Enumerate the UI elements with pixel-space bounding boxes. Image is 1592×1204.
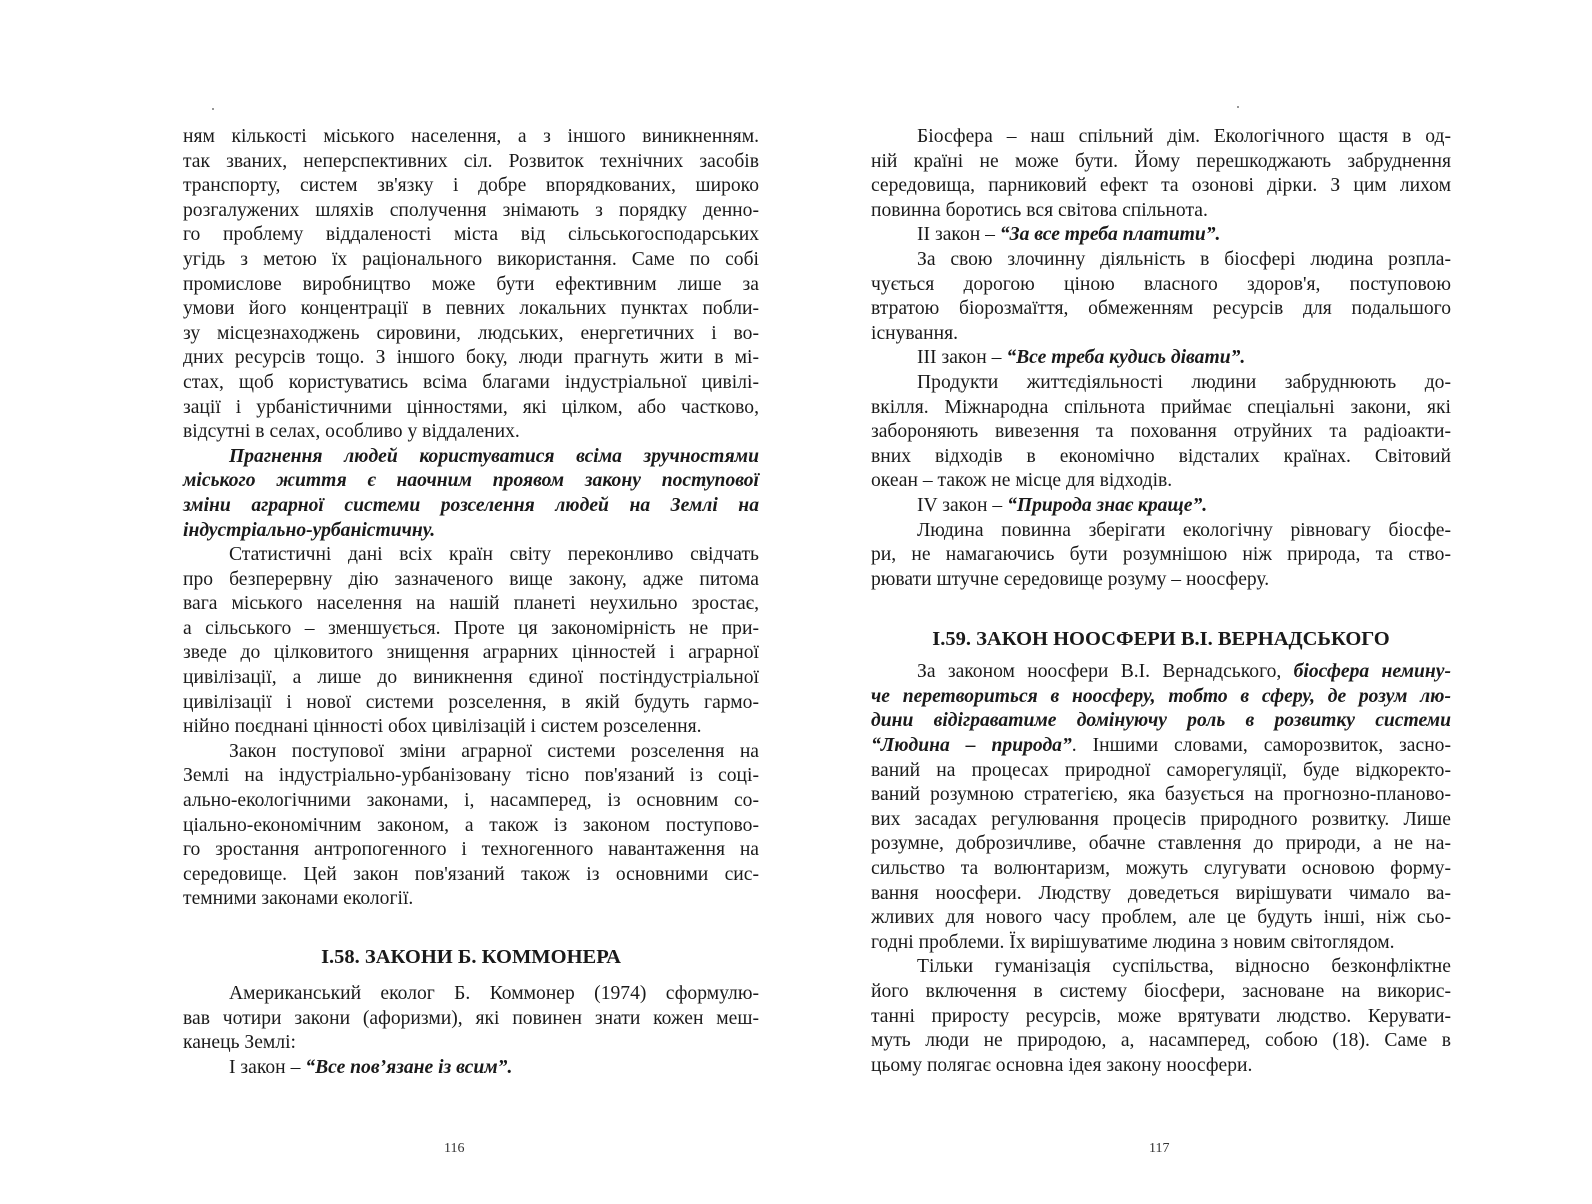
text-line: втратою біорозмаїття, обмеженням ресурсів для подальшого (871, 298, 1451, 320)
left-page-number: 116 (444, 1141, 465, 1156)
text-line: Тільки гуманізація суспільства, відносно безконфліктне (917, 956, 1451, 978)
text-line: умови його концентрації в певних локальних пунктах побли- (183, 298, 759, 320)
law-line (871, 494, 1451, 519)
law-line (183, 1056, 759, 1081)
emphasis-line: зміни аграрної системи розселення людей на Землі на (183, 494, 759, 516)
emphasis-text: дини відіграватиме домінуючу роль в розвитку системи (871, 710, 1451, 732)
text-line: цивілізації, а лише до виникнення єдиної постіндустріальної (183, 667, 759, 689)
law-quote: “Все треба кудись дівати”. (1006, 347, 1246, 369)
law-prefix: ІІІ закон – (917, 347, 1007, 369)
text-line (871, 882, 1451, 907)
text-line: вага міського населення на нашій планеті неухильно зростає, (183, 593, 759, 615)
body-text: . Іншими словами, саморозвиток, засно- (1071, 735, 1451, 757)
right-page-text-column (871, 125, 1451, 1078)
section-gap (183, 912, 759, 942)
text-line: Землі на індустріально-урбанізовану тісно пов'язаний із соці- (183, 765, 759, 787)
text-line: середовище. Цей закон пов'язаний також із основними сис- (183, 863, 759, 885)
text-line: Біосфера – наш спільний дім. Екологічного щастя в од- (917, 126, 1451, 147)
text-line: чується дорогою ціною власного здоров'я, поступовою (871, 273, 1451, 295)
text-line: Людина повинна зберігати екологічну рівновагу біосфе- (917, 519, 1451, 541)
body-text: ваний розумною стратегією, яка базується на прогнозно-планово- (871, 784, 1451, 806)
text-line (871, 906, 1451, 931)
text-line: го зростання антропогенного і техногенного навантаження на (183, 839, 759, 861)
text-line: зації і урбаністичними цінностями, які цілком, або частково, (183, 396, 759, 418)
text-line (871, 783, 1451, 808)
text-line (871, 660, 1451, 685)
text-line: ри, не намагаючись бути розумнішою ніж природа, та ство- (871, 544, 1451, 566)
text-line: цивілізації і нової системи розселення, в якій будуть гармо- (183, 691, 759, 713)
text-line: транспорту, систем зв'язку і добре впорядкованих, широко (183, 175, 759, 197)
section-gap (871, 592, 1451, 624)
text-line: темними законами екології. (183, 888, 414, 910)
text-line: Закон поступової зміни аграрної системи розселення на (229, 740, 759, 762)
text-line: ціально-економічним законом, а також із законом поступово- (183, 814, 759, 836)
body-text: За законом ноосфери В.І. Вернадського, (917, 661, 1294, 683)
emphasis-text: “Людина – природа” (871, 735, 1072, 757)
law-quote: “Все пов’язане із всим”. (305, 1056, 513, 1078)
text-line: го проблему віддаленості міста від сільськогосподарських (183, 224, 759, 246)
text-line: дних ресурсів тощо. З іншого боку, люди прагнуть жити в мі- (183, 347, 759, 369)
text-line (871, 832, 1451, 857)
emphasis-text: че перетвориться в ноосферу, тобто в сферу, де розум лю- (871, 685, 1451, 707)
body-text: жливих для нового часу проблем, але це будуть інші, ніж сьо- (871, 907, 1451, 929)
text-line: існування. (871, 322, 958, 344)
text-line: промислове виробництво може бути ефективним лише за (183, 273, 759, 295)
body-text: ваний на процесах природної саморегуляції, буде відкоректо- (871, 759, 1451, 781)
text-line: канець Землі: (183, 1032, 296, 1054)
law-quote: “Природа знає краще”. (1007, 494, 1208, 516)
text-line: про безперервну дію зазначеного вище закону, адже питома (183, 568, 759, 590)
text-line: муть люди не природою, а, насамперед, собою (18). Саме в (871, 1030, 1451, 1052)
text-line: Продукти життєдіяльності людини забруднюють до- (917, 371, 1451, 393)
text-line: забороняють вивезення та поховання отруйних та радіоакти- (871, 421, 1451, 443)
left-page-text-column (183, 125, 759, 1080)
text-line: Статистичні дані всіх країн світу переконливо свідчать (229, 544, 759, 566)
text-line (871, 808, 1451, 833)
body-text: сильство та волюнтаризм, можуть слугувати основою форму- (871, 858, 1451, 880)
text-line (871, 931, 1451, 956)
law-prefix: IV закон – (917, 494, 1008, 516)
text-line: океан – також не місце для відходів. (871, 470, 1173, 492)
text-line: розгалужених шляхів сполучення знімають з порядку денно- (183, 199, 759, 221)
emphasis-text: біосфера немину- (1293, 661, 1451, 683)
text-line: ально-екологічними законами, і, насамперед, із основним со- (183, 790, 759, 812)
text-line: зведе до цілковитого знищення аграрних цінностей і аграрної (183, 642, 759, 664)
scan-speck (212, 108, 214, 110)
text-line: стах, щоб користуватись всіма благами індустріальної цивілі- (183, 371, 759, 393)
text-line: танні приросту ресурсів, може врятувати людство. Керувати- (871, 1005, 1451, 1027)
text-line: так званих, неперспективних сіл. Розвиток технічних засобів (183, 150, 759, 172)
text-line (871, 759, 1451, 784)
text-line: зу місцезнаходжень сировини, людських, енергетичних і во- (183, 322, 759, 344)
text-line (871, 857, 1451, 882)
body-text: годні проблеми. Їх вирішуватиме людина з новим світоглядом. (871, 931, 1395, 953)
section-heading: І.58. ЗАКОНИ Б. КОММОНЕРА (321, 946, 621, 968)
text-line: повинна боротись вся світова спільнота. (871, 199, 1208, 221)
text-line: Американський еколог Б. Коммонер (1974) сформулю- (229, 983, 759, 1004)
text-line: середовища, парниковий ефект та озонові дірки. З цим лихом (871, 175, 1451, 197)
emphasis-line: міського життя є наочним проявом закону поступової (183, 470, 759, 492)
text-line: а сільського – зменшується. Проте ця закономірність не при- (183, 617, 759, 639)
body-text: вих засадах регулювання процесів природного розвитку. Лише (871, 808, 1451, 830)
emphasis-line: Прагнення людей користуватися всіма зручностями (229, 445, 759, 467)
law-prefix: ІІ закон – (917, 224, 1000, 246)
right-page-number: 117 (1149, 1141, 1170, 1156)
text-line: його включення в систему біосфери, засноване на викорис- (871, 981, 1451, 1002)
text-line: нійно поєднані цінності обох цивілізацій і систем розселення. (183, 716, 702, 738)
text-line: угідь з метою їх раціонального використання. Саме по собі (183, 248, 759, 270)
text-line: вкілля. Міжнародна спільнота приймає спеціальні закони, які (871, 396, 1451, 418)
law-line (871, 346, 1451, 371)
text-line: ній країні не може бути. Йому перешкоджають забруднення (871, 150, 1451, 172)
section-gap (183, 972, 759, 982)
text-line (871, 685, 1451, 710)
text-line: відсутні в селах, особливо у віддалених. (183, 421, 520, 443)
right-page (796, 0, 1592, 1204)
text-line (871, 734, 1451, 759)
text-line: рювати штучне середовище розуму – ноосферу. (871, 568, 1270, 590)
body-text: розумне, доброзичливе, обачне ставлення до природи, а не на- (871, 833, 1451, 855)
text-line: вних відходів в економічно відсталих країнах. Світовий (871, 445, 1451, 467)
law-prefix: І закон – (229, 1056, 306, 1078)
text-line (871, 709, 1451, 734)
section-heading: І.59. ЗАКОН НООСФЕРИ В.І. ВЕРНАДСЬКОГО (932, 628, 1390, 651)
text-line: цьому полягає основна ідея закону ноосфери. (871, 1054, 1253, 1076)
body-text: вання ноосфери. Людству доведеться вирішувати чимало ва- (871, 882, 1451, 904)
text-line: ням кількості міського населення, а з іншого виникненням. (183, 126, 759, 147)
emphasis-line: індустріально-урбаністичну. (183, 519, 436, 541)
law-quote: “За все треба платити”. (999, 224, 1221, 246)
text-line: вав чотири закони (афоризми), які повинен знати кожен меш- (183, 1007, 759, 1029)
text-line: За свою злочинну діяльність в біосфері людина розпла- (917, 248, 1451, 270)
law-line (871, 223, 1451, 248)
scan-speck (1237, 106, 1239, 108)
